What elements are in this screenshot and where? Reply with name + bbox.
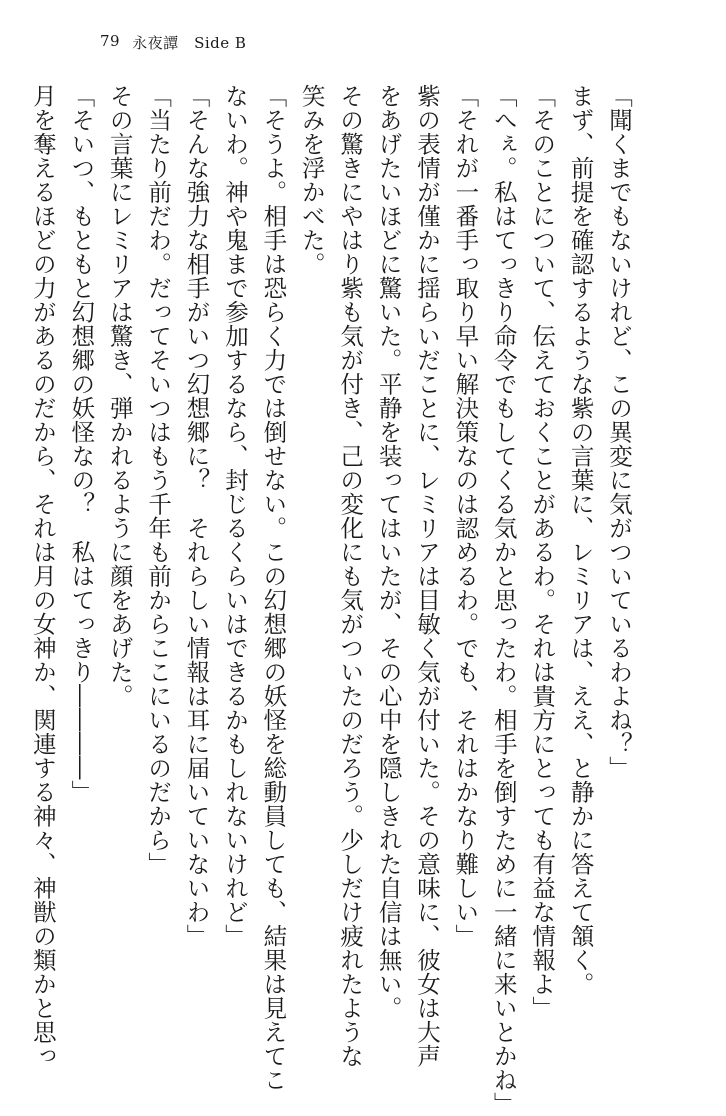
- text-line: ないわ。神や鬼まで参加するなら、封じるくらいはできるかもしれないけれど」: [220, 84, 249, 948]
- text-line: 笑みを浮かべた。: [297, 84, 326, 276]
- text-line: 「そいつ、もともと幻想郷の妖怪なの？ 私はてっきり――――」: [67, 84, 96, 804]
- text-line: 「そんな強力な相手がいつ幻想郷に？ それらしい情報は耳に届いていないわ」: [182, 84, 211, 948]
- text-line: 「そうよ。相手は恐らく力では倒せない。この幻想郷の妖怪を総動員しても、結果は見えてこ: [259, 84, 288, 1092]
- running-head: [100, 32, 246, 53]
- text-line: その驚きにやはり紫も気が付き、己の変化にも気がついたのだろう。少しだけ疲れたような: [336, 84, 365, 1068]
- running-title: 永夜譚 Side B: [132, 34, 247, 52]
- text-line: をあげたいほどに驚いた。平静を装ってはいたが、その心中を隠しきれた自信は無い。: [374, 84, 403, 1020]
- text-line: 「そのことについて、伝えておくことがあるわ。それは貴方にとっても有益な情報よ」: [528, 84, 557, 1020]
- text-line: 「それが一番手っ取り早い解決策なのは認めるわ。でも、それはかなり難しい」: [451, 84, 480, 948]
- text-line: 紫の表情が僅かに揺らいだことに、レミリアは目敏く気が付いた。その意味に、彼女は大声: [412, 84, 441, 1068]
- text-line: まず、前提を確認するような紫の言葉に、レミリアは、ええ、と静かに答えて頷く。: [566, 84, 595, 996]
- vertical-body-text: [24, 84, 639, 1116]
- text-line: 「当たり前だわ。だってそいつはもう千年も前からここにいるのだから」: [144, 84, 173, 876]
- text-line: 「へぇ。私はてっきり命令でもしてくる気かと思ったわ。相手を倒すために一緒に来いとかね」: [489, 84, 518, 1116]
- text-line: 「聞くまでもないけれど、この異変に気がついているわよね？」: [605, 84, 633, 780]
- text-line: その言葉にレミリアは驚き、弾かれるように顔をあげた。: [105, 84, 134, 708]
- text-line: 月を奪えるほどの力があるのだから、それは月の女神か、関連する神々、神獣の類かと思っ: [28, 84, 57, 1068]
- page-number: 79: [100, 32, 121, 50]
